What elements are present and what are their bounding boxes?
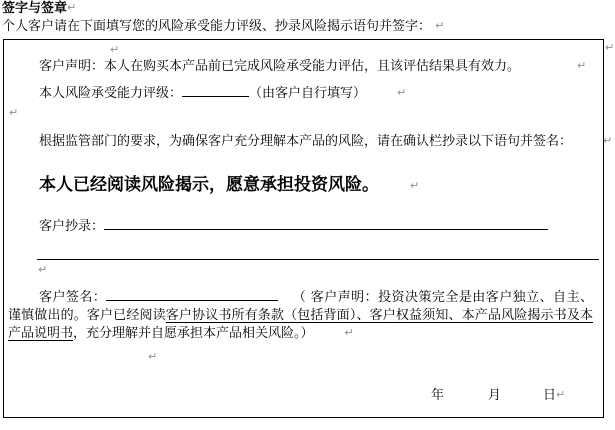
paragraph-mark-icon: ↵	[605, 41, 615, 54]
paragraph-mark-icon: ↵	[344, 326, 354, 339]
transcription-line	[4, 217, 603, 236]
signature-paragraph	[4, 288, 603, 343]
date-month-label: 月	[488, 388, 502, 403]
date-year-label: 年	[431, 388, 445, 403]
rating-blank-field[interactable]	[182, 84, 249, 97]
paragraph-mark-icon: ↵	[38, 263, 48, 276]
paragraph-mark-icon: ↵	[435, 19, 445, 32]
instruction-line	[0, 18, 615, 36]
paragraph-mark-icon: ↵	[397, 86, 407, 99]
empty-paragraph	[4, 40, 603, 58]
regulator-requirement-line	[4, 133, 613, 151]
paragraph-mark-icon: ↵	[577, 59, 587, 72]
paragraph-mark-icon: ↵	[67, 1, 77, 14]
empty-paragraph	[4, 103, 603, 121]
rating-line	[4, 84, 603, 103]
transcription-blank-field-line2[interactable]	[37, 250, 599, 260]
empty-paragraph	[4, 260, 603, 278]
transcription-blank-field[interactable]	[104, 217, 548, 230]
regulator-requirement-text: 根据监管部门的要求，为确保客户充分理解本产品的风险，请在确认栏抄录以下语句并签名：	[39, 134, 573, 149]
empty-paragraph	[4, 347, 603, 365]
section-heading	[0, 0, 615, 18]
transcription-label: 客户抄录：	[39, 219, 105, 234]
signature-blank-field[interactable]	[106, 288, 278, 301]
paragraph-mark-icon: ↵	[9, 106, 19, 119]
date-day-label: 日	[543, 388, 557, 403]
paragraph-mark-icon: ↵	[603, 134, 613, 147]
client-statement-line	[4, 58, 603, 76]
instruction-text: 个人客户请在下面填写您的风险承受能力评级、抄录风险揭示语句并签字：	[2, 19, 432, 34]
risk-acknowledgement-text: 本人已经阅读风险揭示，愿意承担投资风险。	[39, 175, 379, 195]
client-statement-text: 客户声明：本人在购买本产品前已完成风险承受能力评估，且该评估结果具有效力。	[39, 59, 521, 74]
paragraph-mark-icon: ↵	[556, 388, 566, 401]
date-line	[4, 387, 603, 405]
section-heading-text: 签字与签章	[2, 1, 68, 16]
rating-label: 本人风险承受能力评级：	[39, 86, 183, 101]
paragraph-mark-icon: ↵	[148, 350, 158, 363]
paragraph-mark-icon: ↵	[410, 179, 420, 192]
paragraph-mark-icon: ↵	[110, 43, 120, 56]
signature-box	[3, 39, 613, 418]
signature-note-suffix: ，充分理解并自愿承担本产品相关风险。）	[73, 326, 314, 341]
signature-note-prefix: （ 客户声明：投资决策完全是由客户独立、自主、谨慎做出的。客户已经阅读	[8, 290, 593, 323]
rating-hint: （由客户自行填写）	[249, 86, 367, 101]
signature-note-documents: 客户协议书所有条款（包括背面）、客户权益须知、本产品风险揭示书及本产品说明书	[8, 308, 593, 341]
risk-acknowledgement-line	[4, 173, 603, 199]
signature-label: 客户签名：	[39, 290, 107, 305]
